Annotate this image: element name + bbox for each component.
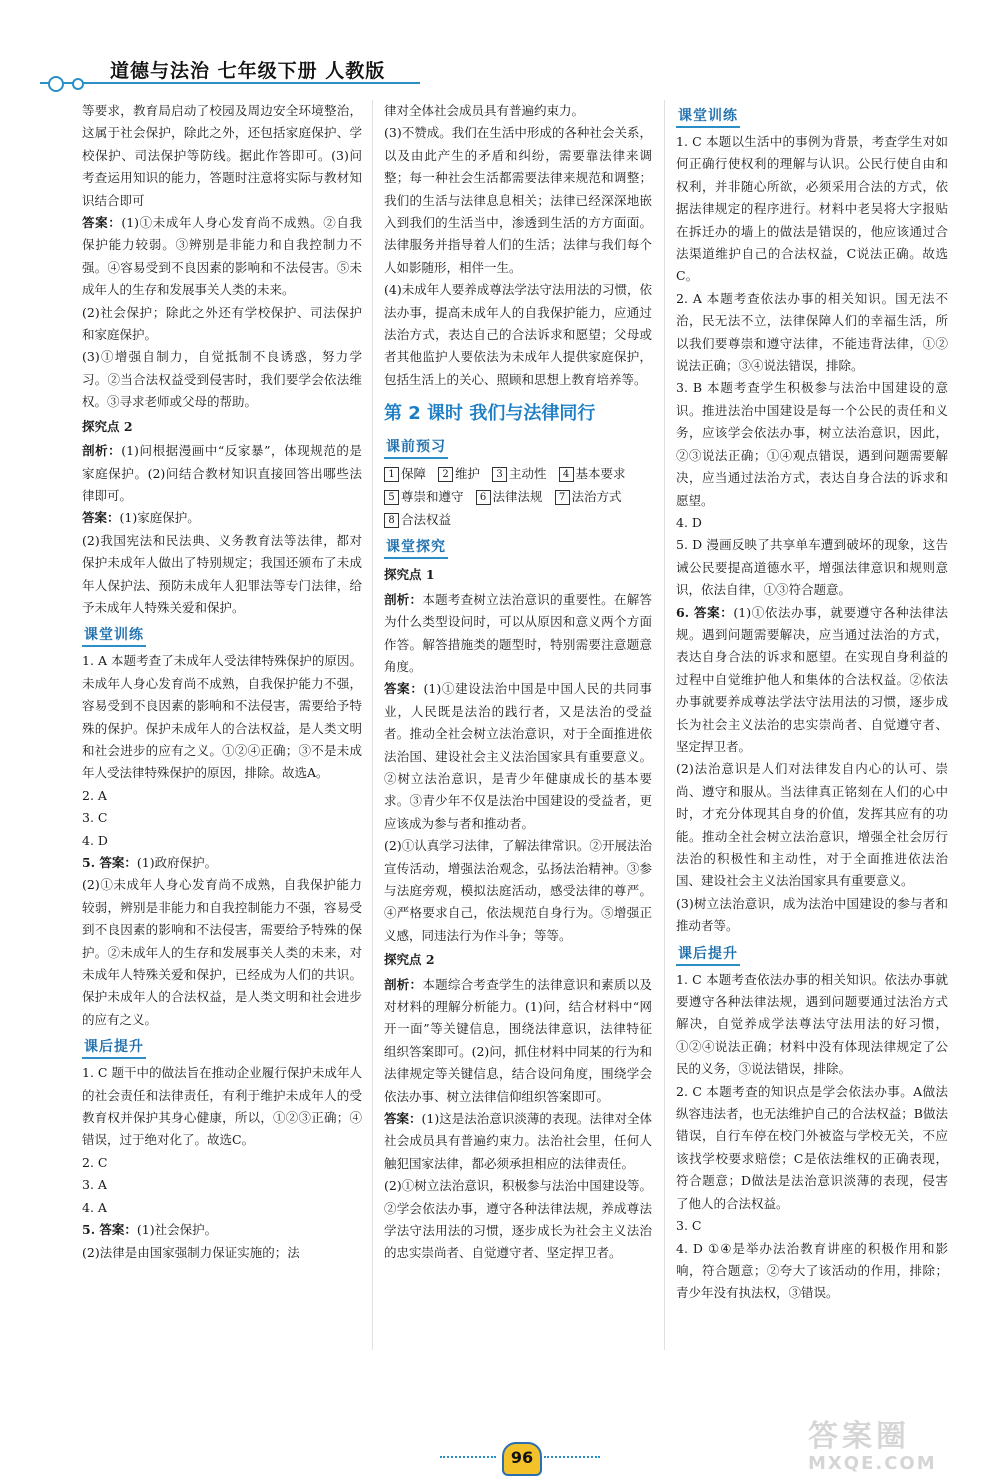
preview-answer-text: 维护	[455, 466, 481, 482]
answer-text: 1. A 本题考查了未成年人受法律特殊保护的原因。未成年人身心发育尚不成熟，自我保护能力不强，容易受到不良因素的影响和不法侵害，需要给予特殊的保护。保护未成年人的合法权益，是人类文明和社会进步的应有之义。①②④正确；③不是未成年人受法律特殊保护的原因，排除。故选A。	[82, 653, 362, 781]
answer-text: (2)①树立法治意识，积极参与法治中国建设等。②学会依法办事，遵守各种法律法规，养成尊法学法守法用法的习惯，逐步成长为社会主义法治的忠实崇尚者、自觉遵守者、坚定捍卫者。	[384, 1178, 652, 1261]
answer-text: 1. C 本题以生活中的事例为背景，考查学生对如何正确行使权利的理解与认识。公民行使自由和权利，并非随心所欲，必须采用合法的方式，依据法律规定的程序进行。材料中老吴将大字报贴在拆迁办的墙上的做法是错误的，他应该通过合法渠道维护自己的合法权益，C说法正确。故选C。	[676, 134, 948, 284]
analysis-label: 剖析：	[384, 591, 423, 607]
answer-text: (3)①增强自制力，自觉抵制不良诱惑，努力学习。②当合法权益受到侵害时，我们要学会依法维权。③寻求老师或父母的帮助。	[82, 349, 362, 410]
preview-answer-text: 保障	[401, 466, 427, 482]
number-box: 7	[555, 490, 570, 505]
answer-text: (1)这是法治意识淡薄的表现。法律对全体社会成员具有普遍约束力。法治社会里，任何人触犯国家法律，都必须承担相应的法律责任。	[384, 1111, 652, 1171]
number-box: 6	[476, 490, 491, 505]
answer-block	[82, 212, 362, 302]
answer-text: (2)①认真学习法律，了解法律常识。②开展法治宣传活动，增强法治观念，弘扬法治精神。③参与法庭旁观，模拟法庭活动，感受法律的尊严。④严格要求自己，依法规范自身行为。⑤增强正义感，同违法行为作斗争；等等。	[384, 838, 652, 943]
footer-dotted-line	[440, 1456, 496, 1458]
section-heading-classroom-training: 课堂训练	[82, 625, 146, 647]
answer-text: (3)树立法治意识，成为法治中国建设的参与者和推动者等。	[676, 895, 948, 934]
answer-text: (2)法律是由国家强制力保证实施的；法	[82, 1244, 300, 1260]
column-divider	[664, 100, 665, 1350]
answer-text: 4. D ①④是举办法治教育讲座的积极作用和影响，符合题意；②夸大了该活动的作用，排除；青少年没有执法权，③错误。	[676, 1240, 948, 1301]
preview-answer-item	[384, 462, 426, 485]
column-divider	[372, 100, 373, 1350]
preview-answer-item	[384, 508, 451, 531]
answer-text: 2. A 本题考查依法办事的相关知识。国无法不治，民无法不立，法律保障人们的幸福生活，所以我们要尊崇和遵守法律，不能违背法律，①②说法正确；③④说法错误，排除。	[676, 290, 948, 374]
answer-text: (2)法治意识是人们对法律发自内心的认可、崇尚、遵守和服从。当法律真正铭刻在人们的心中时，才充分体现其自身的价值，发挥其应有的功能。推动全社会树立法治意识，增强全社会厉行法治的积极性和主动性，对于全面推进依法治国、建设社会主义法治国家具有重要意义。	[676, 761, 948, 889]
answer-label: 答案：	[384, 681, 424, 697]
answer-text: 1. C 题干中的做法旨在推动企业履行保护未成年人的社会责任和法律责任，有利于维护未成年人的受教育权并保护其身心健康，所以，①②③正确；④错误，过于绝对化了。故选C。	[82, 1065, 362, 1148]
preview-answers-row	[384, 462, 652, 485]
analysis-label: 剖析：	[384, 976, 423, 992]
preview-answer-item	[384, 485, 464, 508]
answer-text: (1)①建设法治中国是中国人民的共同事业，人民既是法治的践行者，又是法治的受益者。推动全社会树立法治意识，对于全面推进依法治国、建设社会主义法治国家具有重要意义。②树立法治意识，是青少年健康成长的基本要求。③青少年不仅是法治中国建设的受益者，更应该成为参与者和推动者。	[384, 681, 652, 831]
answer-block	[82, 1219, 362, 1241]
preview-answer-item	[476, 485, 543, 508]
answer-text: 5. D 漫画反映了共享单车遭到破坏的现象，这告诫公民要提高道德水平，增强法律意识和规则意识，依法自律，①③符合题意。	[676, 537, 948, 598]
header-circle-ornament	[48, 76, 64, 92]
answer-text: 律对全体社会成员具有普遍约束力。	[384, 103, 585, 118]
preview-answer-item	[559, 462, 626, 485]
column-middle	[384, 100, 652, 1265]
answer-text: 2. C 本题考查的知识点是学会依法办事。A做法纵容违法者，也无法维护自己的合法权益；B做法错误，自行车停在校门外被盗与学校无关，不应该找学校要求赔偿；C是依法维权的正确表现，符合题意；D做法是法治意识淡薄的表现，侵害了他人的合法权益。	[676, 1083, 948, 1211]
answer-text: 1. C 本题考查依法办事的相关知识。依法办事就要遵守各种法律法规，遇到问题要通过法治方式解决，自觉养成学法尊法守法用法的好习惯，①②④说法正确；材料中没有体现法律规定了公民的义务，③说法错误，排除。	[676, 971, 948, 1077]
answer-choice: 4. D	[676, 514, 702, 530]
lesson-title: 第 2 课时 我们与法律同行	[384, 403, 596, 425]
page-footer	[440, 1438, 600, 1474]
number-box: 4	[559, 467, 574, 482]
analysis-label: 剖析：	[82, 443, 122, 459]
answer-choice: 2. C	[82, 1154, 108, 1170]
section-heading-preview: 课前预习	[384, 437, 448, 459]
section-heading-after-class: 课后提升	[676, 944, 740, 966]
analysis-block	[384, 974, 652, 1108]
answer-block	[676, 602, 948, 759]
preview-answers-row	[384, 508, 652, 531]
answer-text: (1)①未成年人身心发育尚不成熟。②自我保护能力较弱。③辨别是非能力和自我控制力不强。④容易受到不良因素的影响和不法侵害。⑤未成年人的生存和发展事关人类的未来。	[82, 215, 362, 298]
analysis-text: 本题综合考查学生的法律意识和素质以及对材料的理解分析能力。(1)问，结合材料中“网开一面”等关键信息，围绕法律意识，法律特征组织答案即可。(2)问，抓住材料中同某的行为和法律规定等关键信息，结合设问角度，围绕学会依法办事、树立法律信仰组织答案即可。	[384, 976, 652, 1104]
header-circle-ornament-small	[72, 78, 84, 90]
preview-answer-item	[555, 485, 622, 508]
answer-text: (1)①依法办事，就要遵守各种法律法规。遇到问题需要解决，应当通过法治的方式，表达自身合法的诉求和愿望。在实现自身利益的过程中自觉维护他人和集体的合法权益。②依法办事就要养成尊法学法守法用法的习惯，逐步成长为社会主义法治的忠实崇尚者、自觉遵守者、坚定捍卫者。	[676, 604, 948, 754]
answer-label: 5. 答案：	[82, 855, 137, 870]
analysis-block	[384, 589, 652, 679]
number-box: 3	[492, 467, 507, 482]
column-left	[82, 100, 362, 1264]
answer-text: (2)①未成年人身心发育尚不成熟，自我保护能力较弱，辨别是非能力和自我控制能力不强，容易受到不良因素的影响和不法侵害，需要给予特殊的保护。②未成年人的生存和发展事关人类的未来，对未成年人特殊关爱和保护，已经成为人们的共识。保护未成年人的合法权益，是人类文明和社会进步的应有之义。	[82, 877, 362, 1027]
column-right	[676, 100, 948, 1305]
answer-label: 答案：	[82, 215, 122, 231]
answer-block	[384, 1108, 652, 1175]
preview-answer-text: 合法权益	[401, 512, 452, 528]
answer-label: 6. 答案：	[676, 604, 734, 620]
answer-text: 等要求，教育局启动了校园及周边安全环境整治，这属于社会保护，除此之外，还包括家庭保护、学校保护、司法保护等防线。据此作答即可。(3)问考查运用知识的能力，答题时注意将实际与教材知识结合即可	[82, 103, 362, 208]
preview-answer-text: 法治方式	[571, 489, 622, 505]
preview-answer-text: 法律法规	[492, 489, 543, 505]
answer-block	[384, 678, 652, 835]
answer-label: 答案：	[82, 510, 120, 526]
book-title: 道德与法治 七年级下册 人教版	[110, 60, 386, 82]
analysis-text: 本题考查树立法治意识的重要性。在解答为什么类型设问时，可以从原因和意义两个方面作答。解答措施类的题型时，特别需要注意题意角度。	[384, 591, 652, 674]
number-box: 2	[438, 467, 453, 482]
answer-text: (3)不赞成。我们在生活中形成的各种社会关系，以及由此产生的矛盾和纠纷，需要靠法律来调整；每一种社会生活都需要法律来规范和调整；我们的生活与法律息息相关；法律已经深深地嵌入到我们的生活当中，渗透到生活的方方面面。法律服务并指导着人们的生活；法律与我们每个人如影随形，相伴一生。	[384, 125, 652, 275]
answer-label: 答案：	[384, 1111, 422, 1127]
explore-point-heading: 探究点 2	[384, 952, 435, 968]
answer-text: 3. B 本题考查学生积极参与法治中国建设的意识。推进法治中国建设是每一个公民的责任和义务，应该学会依法办事，树立法治意识，因此，②③说法正确；①④观点错误，遇到问题需要解决，应当通过法治方式，表达自身合法的诉求和愿望。	[676, 380, 948, 508]
preview-answers-row	[384, 485, 652, 508]
watermark-text: 答案圈	[808, 1419, 910, 1454]
answer-choice: 2. A	[82, 787, 107, 803]
page-number: 96	[502, 1442, 542, 1476]
answer-choice: 4. A	[82, 1199, 107, 1215]
answer-choice: 4. D	[82, 832, 108, 848]
answer-label: 5. 答案：	[82, 1222, 137, 1238]
answer-text: (1)家庭保护。	[119, 510, 200, 526]
analysis-text: (1)问根据漫画中“反家暴”，体现规范的是家庭保护。(2)问结合教材知识直接回答出哪些法律即可。	[82, 443, 362, 503]
section-heading-classroom-training: 课堂训练	[676, 106, 740, 128]
answer-choice: 3. C	[82, 810, 108, 826]
answer-text: (1)政府保护。	[136, 855, 218, 870]
answer-text: (2)我国宪法和民法典、义务教育法等法律，都对保护未成年人做出了特别规定；我国还颁布了未成年人保护法、预防未成年人犯罪法等专门法律，给予未成年人特殊关爱和保护。	[82, 532, 362, 615]
answer-block	[82, 852, 362, 874]
answer-text: (2)社会保护；除此之外还有学校保护、司法保护和家庭保护。	[82, 304, 362, 343]
explore-point-heading: 探究点 1	[384, 567, 435, 583]
preview-answer-text: 尊崇和遵守	[401, 489, 464, 505]
watermark-url: MXQE.COM	[808, 1453, 937, 1474]
answer-text: (4)未成年人要养成尊法学法守法用法的习惯，依法办事，提高未成年人的自我保护能力，应通过法治方式，表达自己的合法诉求和愿望；父母或者其他监护人要依法为未成年人提供家庭保护，包括生活上的关心、照顾和思想上教育培养等。	[384, 282, 652, 387]
preview-answer-text: 主动性	[509, 466, 547, 482]
answer-text: (1)社会保护。	[136, 1222, 218, 1238]
answer-block	[82, 507, 362, 529]
answer-choice: 3. C	[676, 1218, 702, 1234]
number-box: 5	[384, 490, 399, 505]
explore-point-heading: 探究点 2	[82, 418, 133, 434]
number-box: 1	[384, 467, 399, 482]
answer-choice: 3. A	[82, 1177, 107, 1193]
section-heading-classroom-explore: 课堂探究	[384, 537, 448, 559]
preview-answer-text: 基本要求	[575, 466, 626, 482]
page-header	[40, 48, 960, 104]
footer-dotted-line	[544, 1456, 600, 1458]
preview-answer-item	[438, 462, 480, 485]
section-heading-after-class: 课后提升	[82, 1037, 146, 1059]
watermark	[808, 1420, 988, 1480]
analysis-block	[82, 440, 362, 507]
preview-answer-item	[492, 462, 547, 485]
number-box: 8	[384, 513, 399, 528]
